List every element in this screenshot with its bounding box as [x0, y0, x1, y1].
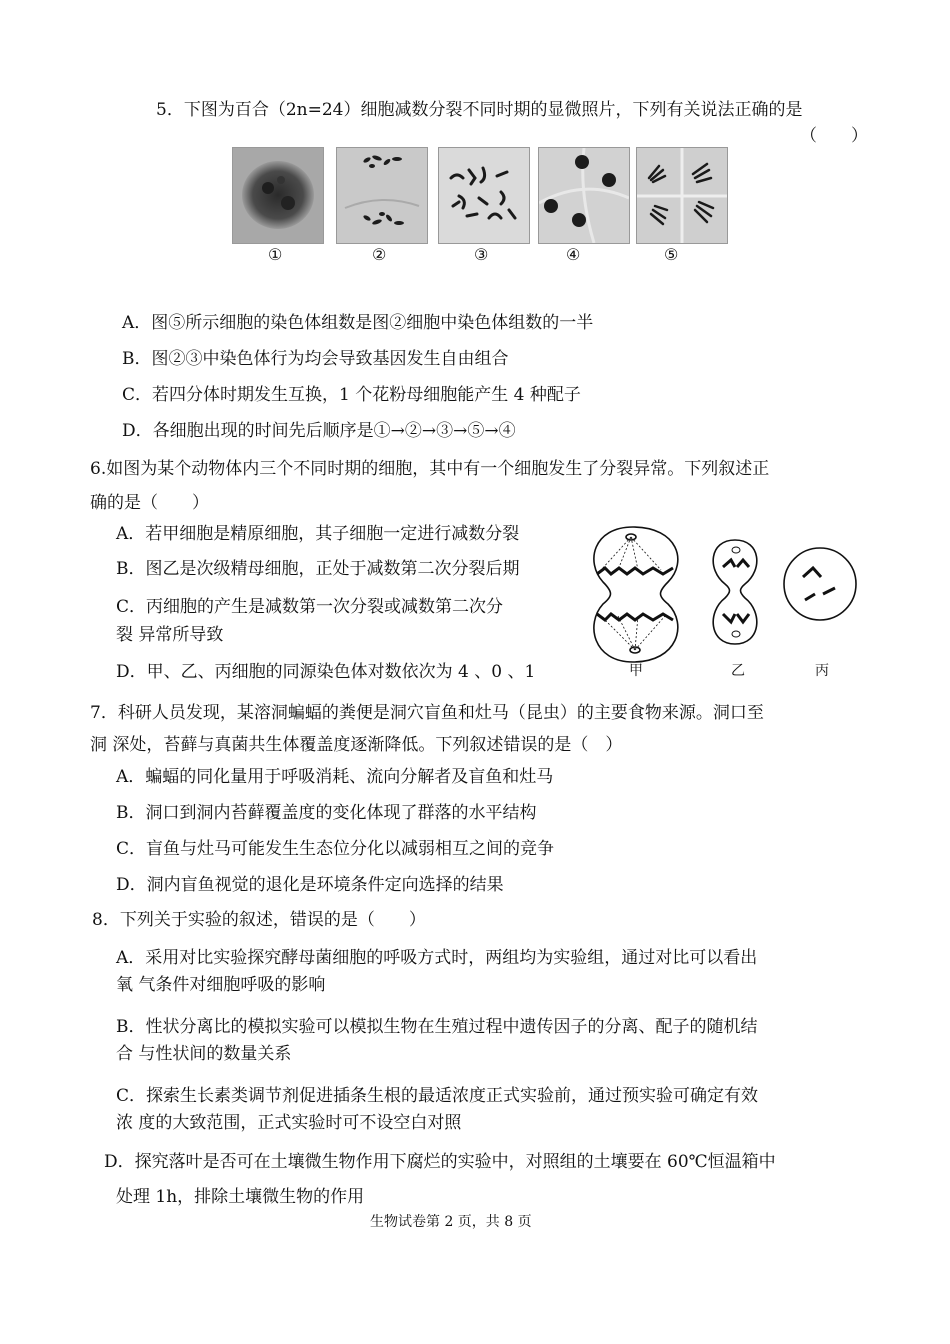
q5-option-a: A．图⑤所示细胞的染色体组数是图②细胞中染色体组数的一半	[122, 313, 594, 333]
q6-stem-line1: 6.如图为某个动物体内三个不同时期的细胞，其中有一个细胞发生了分裂异常。下列叙述正	[90, 459, 770, 479]
page-footer: 生物试卷第 2 页，共 8 页	[370, 1214, 532, 1230]
cell-yi-membrane	[713, 540, 757, 644]
q6-option-c-line2: 裂 异常所导致	[116, 625, 224, 645]
q7-option-b: B．洞口到洞内苔藓覆盖度的变化体现了群落的水平结构	[116, 803, 537, 823]
q5-option-d: D．各细胞出现的时间先后顺序是①→②→③→⑤→④	[122, 421, 516, 441]
q7-option-d: D．洞内盲鱼视觉的退化是环境条件定向选择的结果	[116, 875, 504, 895]
cell-bing-chromosomes	[803, 568, 835, 600]
q8-option-c-line1: C．探索生长素类调节剂促进插条生根的最适浓度正式实验前，通过预实验可确定有效	[116, 1086, 759, 1106]
micrograph-label-3: ③	[474, 245, 489, 264]
q8-option-d-line1: D．探究落叶是否可在土壤微生物作用下腐烂的实验中，对照组的土壤要在 60℃恒温箱中	[104, 1152, 776, 1172]
q7-stem-line2: 洞 深处，苔藓与真菌共生体覆盖度逐渐降低。下列叙述错误的是（ ）	[90, 735, 623, 755]
q8-option-b-line1: B．性状分离比的模拟实验可以模拟生物在生殖过程中遗传因子的分离、配子的随机结	[116, 1017, 758, 1037]
q8-option-d-line2: 处理 1h，排除土壤微生物的作用	[116, 1187, 365, 1207]
q6-option-d: D．甲、乙、丙细胞的同源染色体对数依次为 4 、0 、1	[116, 662, 536, 682]
cell-jia-spindle-bottom	[601, 616, 665, 650]
q6-option-b: B．图乙是次级精母细胞，正处于减数第二次分裂后期	[116, 559, 520, 579]
micrograph-label-2: ②	[372, 245, 387, 264]
micrograph-label-1: ①	[268, 245, 283, 264]
q5-answer-bracket: （ ）	[800, 126, 868, 146]
q6-option-c-line1: C．丙细胞的产生是减数第一次分裂或减数第二次分	[116, 597, 504, 617]
q5-option-c: C．若四分体时期发生互换，1 个花粉母细胞能产生 4 种配子	[122, 385, 581, 405]
q8-option-a-line2: 氧 气条件对细胞呼吸的影响	[116, 975, 326, 995]
micrograph-3	[438, 147, 530, 244]
q6-option-a: A．若甲细胞是精原细胞，其子细胞一定进行减数分裂	[116, 524, 520, 544]
micrograph-4	[538, 147, 630, 244]
cell-bing-membrane	[784, 548, 856, 620]
q6-cell-figure	[583, 522, 873, 687]
figure-label-jia: 甲	[629, 663, 643, 679]
micrograph-label-5: ⑤	[664, 245, 679, 264]
q6-stem-line2: 确的是（ ）	[90, 493, 209, 513]
q8-option-b-line2: 合 与性状间的数量关系	[116, 1044, 292, 1064]
q8-stem: 8．下列关于实验的叙述，错误的是（ ）	[92, 910, 426, 930]
q7-stem-line1: 7．科研人员发现，某溶洞蝙蝠的粪便是洞穴盲鱼和灶马（昆虫）的主要食物来源。洞口至	[90, 703, 764, 723]
q7-option-c: C．盲鱼与灶马可能发生生态位分化以减弱相互之间的竞争	[116, 839, 555, 859]
micrograph-label-4: ④	[566, 245, 581, 264]
figure-label-yi: 乙	[731, 663, 745, 679]
cell-jia-spindle-top	[601, 537, 661, 570]
q8-option-c-line2: 浓 度的大致范围，正式实验时可不设空白对照	[116, 1113, 462, 1133]
q7-option-a: A．蝙蝠的同化量用于呼吸消耗、流向分解者及盲鱼和灶马	[116, 767, 554, 787]
q5-stem: 5．下图为百合（2n=24）细胞减数分裂不同时期的显微照片，下列有关说法正确的是	[156, 100, 803, 120]
micrograph-2	[336, 147, 428, 244]
cell-jia-chromosomes	[597, 568, 673, 620]
figure-label-bing: 丙	[815, 663, 829, 679]
micrograph-1	[232, 147, 324, 244]
micrograph-5	[636, 147, 728, 244]
q5-option-b: B．图②③中染色体行为均会导致基因发生自由组合	[122, 349, 509, 369]
q8-option-a-line1: A．采用对比实验探究酵母菌细胞的呼吸方式时，两组均为实验组，通过对比可以看出	[116, 948, 758, 968]
cell-yi-chromosomes	[723, 560, 749, 622]
